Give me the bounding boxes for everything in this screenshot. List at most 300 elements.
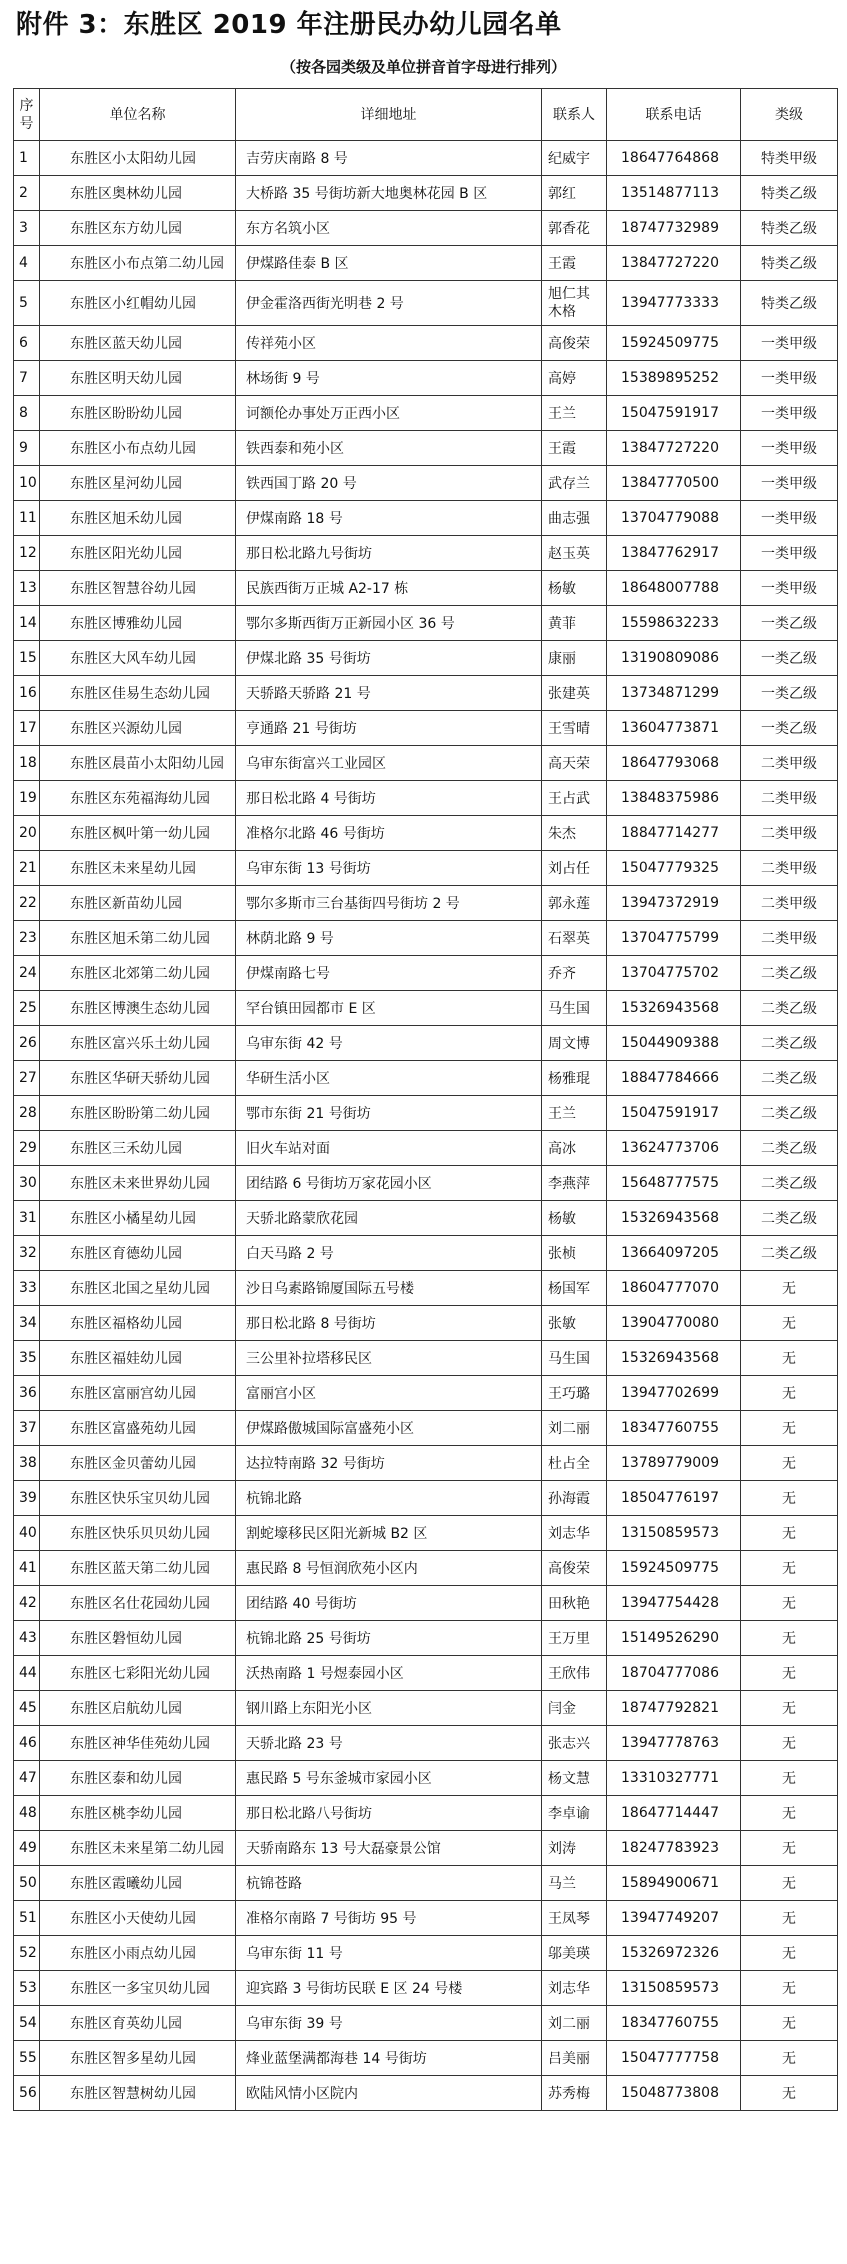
cell-no: 28 [14, 1096, 40, 1131]
cell-phone: 18847784666 [607, 1061, 741, 1096]
table-row [14, 781, 838, 816]
cell-phone: 15326943568 [607, 1341, 741, 1376]
cell-contact: 高俊荣 [542, 1551, 607, 1586]
cell-category: 特类乙级 [741, 211, 838, 246]
table-row [14, 641, 838, 676]
cell-no: 41 [14, 1551, 40, 1586]
cell-no: 42 [14, 1586, 40, 1621]
table-row [14, 1306, 838, 1341]
cell-no: 55 [14, 2041, 40, 2076]
table-row [14, 1796, 838, 1831]
cell-address: 沃热南路 1 号煜泰园小区 [236, 1656, 542, 1691]
cell-no: 14 [14, 606, 40, 641]
header-category: 类级 [741, 89, 838, 141]
cell-contact: 苏秀梅 [542, 2076, 607, 2111]
table-row [14, 1936, 838, 1971]
cell-address: 欧陆风情小区院内 [236, 2076, 542, 2111]
table-row [14, 1131, 838, 1166]
cell-category: 无 [741, 1271, 838, 1306]
cell-address: 惠民路 8 号恒润欣苑小区内 [236, 1551, 542, 1586]
cell-contact: 黄菲 [542, 606, 607, 641]
cell-name: 东胜区小天使幼儿园 [40, 1901, 236, 1936]
cell-contact: 张桢 [542, 1236, 607, 1271]
cell-contact: 石翠英 [542, 921, 607, 956]
cell-name: 东胜区盼盼幼儿园 [40, 396, 236, 431]
table-row [14, 1341, 838, 1376]
cell-address: 旧火车站对面 [236, 1131, 542, 1166]
cell-contact: 刘志华 [542, 1516, 607, 1551]
cell-category: 一类甲级 [741, 396, 838, 431]
cell-phone: 13310327771 [607, 1761, 741, 1796]
cell-no: 30 [14, 1166, 40, 1201]
cell-no: 13 [14, 571, 40, 606]
cell-address: 民族西街万正城 A2-17 栋 [236, 571, 542, 606]
cell-no: 51 [14, 1901, 40, 1936]
cell-name: 东胜区东方幼儿园 [40, 211, 236, 246]
cell-phone: 18704777086 [607, 1656, 741, 1691]
table-row [14, 2006, 838, 2041]
cell-name: 东胜区小太阳幼儿园 [40, 141, 236, 176]
cell-no: 40 [14, 1516, 40, 1551]
table-body [14, 141, 838, 2111]
cell-contact: 乔齐 [542, 956, 607, 991]
table-row [14, 606, 838, 641]
cell-category: 无 [741, 2041, 838, 2076]
cell-no: 5 [14, 281, 40, 326]
cell-address: 鄂尔多斯市三台基街四号街坊 2 号 [236, 886, 542, 921]
cell-address: 烽业蓝堡满都海巷 14 号街坊 [236, 2041, 542, 2076]
cell-no: 6 [14, 326, 40, 361]
cell-address: 天骄南路东 13 号大磊豪景公馆 [236, 1831, 542, 1866]
cell-contact: 张敏 [542, 1306, 607, 1341]
cell-contact: 杜占全 [542, 1446, 607, 1481]
cell-address: 罕台镇田园都市 E 区 [236, 991, 542, 1026]
cell-address: 杭锦北路 25 号街坊 [236, 1621, 542, 1656]
cell-no: 35 [14, 1341, 40, 1376]
cell-no: 53 [14, 1971, 40, 2006]
cell-phone: 15326943568 [607, 991, 741, 1026]
cell-address: 林荫北路 9 号 [236, 921, 542, 956]
cell-address: 天骄北路蒙欣花园 [236, 1201, 542, 1236]
cell-no: 54 [14, 2006, 40, 2041]
cell-address: 东方名筑小区 [236, 211, 542, 246]
cell-no: 22 [14, 886, 40, 921]
cell-phone: 15648777575 [607, 1166, 741, 1201]
cell-contact: 李燕萍 [542, 1166, 607, 1201]
table-row [14, 2041, 838, 2076]
cell-category: 二类乙级 [741, 1096, 838, 1131]
cell-address: 铁西泰和苑小区 [236, 431, 542, 466]
cell-category: 无 [741, 1726, 838, 1761]
cell-no: 31 [14, 1201, 40, 1236]
cell-no: 27 [14, 1061, 40, 1096]
cell-no: 26 [14, 1026, 40, 1061]
cell-no: 33 [14, 1271, 40, 1306]
cell-contact: 王欣伟 [542, 1656, 607, 1691]
cell-contact: 杨敏 [542, 1201, 607, 1236]
cell-phone: 13789779009 [607, 1446, 741, 1481]
cell-contact: 高俊荣 [542, 326, 607, 361]
cell-category: 特类甲级 [741, 141, 838, 176]
table-row [14, 1901, 838, 1936]
cell-address: 团结路 6 号街坊万家花园小区 [236, 1166, 542, 1201]
cell-category: 一类乙级 [741, 676, 838, 711]
cell-category: 二类甲级 [741, 851, 838, 886]
cell-category: 无 [741, 1796, 838, 1831]
cell-name: 东胜区富丽宫幼儿园 [40, 1376, 236, 1411]
cell-name: 东胜区一多宝贝幼儿园 [40, 1971, 236, 2006]
cell-name: 东胜区小布点第二幼儿园 [40, 246, 236, 281]
cell-address: 传祥苑小区 [236, 326, 542, 361]
cell-contact: 曲志强 [542, 501, 607, 536]
cell-contact: 朱杰 [542, 816, 607, 851]
cell-name: 东胜区名仕花园幼儿园 [40, 1586, 236, 1621]
cell-phone: 13947778763 [607, 1726, 741, 1761]
cell-no: 34 [14, 1306, 40, 1341]
cell-name: 东胜区蓝天幼儿园 [40, 326, 236, 361]
header-name: 单位名称 [40, 89, 236, 141]
cell-address: 华研生活小区 [236, 1061, 542, 1096]
cell-address: 富丽宫小区 [236, 1376, 542, 1411]
table-row [14, 991, 838, 1026]
cell-name: 东胜区富盛苑幼儿园 [40, 1411, 236, 1446]
table-row [14, 2076, 838, 2111]
cell-category: 二类甲级 [741, 746, 838, 781]
cell-address: 乌审东街 13 号街坊 [236, 851, 542, 886]
cell-address: 林场街 9 号 [236, 361, 542, 396]
cell-address: 沙日乌素路锦厦国际五号楼 [236, 1271, 542, 1306]
cell-category: 无 [741, 1621, 838, 1656]
cell-contact: 刘二丽 [542, 2006, 607, 2041]
cell-no: 4 [14, 246, 40, 281]
cell-no: 2 [14, 176, 40, 211]
cell-category: 无 [741, 1306, 838, 1341]
cell-contact: 杨敏 [542, 571, 607, 606]
cell-no: 38 [14, 1446, 40, 1481]
cell-name: 东胜区小布点幼儿园 [40, 431, 236, 466]
cell-contact: 旭仁其木格 [542, 281, 607, 326]
cell-address: 杭锦北路 [236, 1481, 542, 1516]
cell-phone: 18347760755 [607, 1411, 741, 1446]
cell-contact: 马生国 [542, 991, 607, 1026]
table-row [14, 1866, 838, 1901]
cell-phone: 13847762917 [607, 536, 741, 571]
cell-no: 23 [14, 921, 40, 956]
cell-contact: 刘涛 [542, 1831, 607, 1866]
cell-name: 东胜区东苑福海幼儿园 [40, 781, 236, 816]
cell-name: 东胜区智多星幼儿园 [40, 2041, 236, 2076]
header-no: 序号 [14, 89, 40, 141]
table-row [14, 676, 838, 711]
table-row [14, 1831, 838, 1866]
cell-contact: 王雪晴 [542, 711, 607, 746]
cell-name: 东胜区北郊第二幼儿园 [40, 956, 236, 991]
cell-contact: 高冰 [542, 1131, 607, 1166]
cell-name: 东胜区蓝天第二幼儿园 [40, 1551, 236, 1586]
cell-name: 东胜区泰和幼儿园 [40, 1761, 236, 1796]
cell-no: 3 [14, 211, 40, 246]
cell-category: 二类乙级 [741, 956, 838, 991]
table-row [14, 246, 838, 281]
cell-category: 无 [741, 1936, 838, 1971]
cell-address: 诃额伦办事处万正西小区 [236, 396, 542, 431]
cell-contact: 刘志华 [542, 1971, 607, 2006]
cell-category: 无 [741, 1866, 838, 1901]
cell-phone: 18247783923 [607, 1831, 741, 1866]
cell-name: 东胜区未来星幼儿园 [40, 851, 236, 886]
cell-category: 无 [741, 2076, 838, 2111]
cell-name: 东胜区明天幼儿园 [40, 361, 236, 396]
cell-address: 乌审东街富兴工业园区 [236, 746, 542, 781]
cell-address: 三公里补拉塔移民区 [236, 1341, 542, 1376]
cell-phone: 15924509775 [607, 1551, 741, 1586]
cell-phone: 13947372919 [607, 886, 741, 921]
cell-phone: 15326972326 [607, 1936, 741, 1971]
table-row [14, 816, 838, 851]
cell-phone: 18647764868 [607, 141, 741, 176]
cell-contact: 武存兰 [542, 466, 607, 501]
cell-phone: 13150859573 [607, 1971, 741, 2006]
cell-name: 东胜区奥林幼儿园 [40, 176, 236, 211]
table-row [14, 571, 838, 606]
table-header-row [14, 89, 838, 141]
cell-phone: 15389895252 [607, 361, 741, 396]
cell-contact: 王巧璐 [542, 1376, 607, 1411]
cell-phone: 13947754428 [607, 1586, 741, 1621]
table-row [14, 1411, 838, 1446]
cell-name: 东胜区盼盼第二幼儿园 [40, 1096, 236, 1131]
cell-address: 天骄路天骄路 21 号 [236, 676, 542, 711]
cell-name: 东胜区小雨点幼儿园 [40, 1936, 236, 1971]
cell-contact: 王兰 [542, 1096, 607, 1131]
cell-phone: 13847727220 [607, 246, 741, 281]
cell-contact: 王凤琴 [542, 1901, 607, 1936]
cell-no: 12 [14, 536, 40, 571]
table-row [14, 1691, 838, 1726]
cell-phone: 13904770080 [607, 1306, 741, 1341]
cell-no: 43 [14, 1621, 40, 1656]
cell-no: 50 [14, 1866, 40, 1901]
cell-no: 8 [14, 396, 40, 431]
table-row [14, 1516, 838, 1551]
cell-category: 一类甲级 [741, 431, 838, 466]
cell-contact: 郭红 [542, 176, 607, 211]
table-row [14, 886, 838, 921]
cell-address: 钢川路上东阳光小区 [236, 1691, 542, 1726]
document-subtitle: （按各园类级及单位拼音首字母进行排列） [280, 58, 566, 76]
cell-phone: 13947702699 [607, 1376, 741, 1411]
cell-category: 二类乙级 [741, 1201, 838, 1236]
cell-category: 无 [741, 1691, 838, 1726]
cell-phone: 15047779325 [607, 851, 741, 886]
cell-no: 48 [14, 1796, 40, 1831]
table-row [14, 921, 838, 956]
cell-address: 鄂尔多斯西街万正新园小区 36 号 [236, 606, 542, 641]
table-row [14, 326, 838, 361]
table-row [14, 1096, 838, 1131]
cell-category: 无 [741, 2006, 838, 2041]
cell-phone: 13704775702 [607, 956, 741, 991]
cell-no: 44 [14, 1656, 40, 1691]
cell-contact: 康丽 [542, 641, 607, 676]
header-phone: 联系电话 [607, 89, 741, 141]
cell-name: 东胜区佳易生态幼儿园 [40, 676, 236, 711]
cell-name: 东胜区新苗幼儿园 [40, 886, 236, 921]
cell-no: 19 [14, 781, 40, 816]
cell-no: 49 [14, 1831, 40, 1866]
cell-name: 东胜区福格幼儿园 [40, 1306, 236, 1341]
cell-name: 东胜区智慧树幼儿园 [40, 2076, 236, 2111]
cell-category: 二类乙级 [741, 1061, 838, 1096]
cell-category: 一类甲级 [741, 466, 838, 501]
cell-category: 一类甲级 [741, 501, 838, 536]
cell-name: 东胜区小橘星幼儿园 [40, 1201, 236, 1236]
cell-phone: 18747792821 [607, 1691, 741, 1726]
cell-name: 东胜区枫叶第一幼儿园 [40, 816, 236, 851]
cell-address: 伊煤南路 18 号 [236, 501, 542, 536]
cell-name: 东胜区旭禾幼儿园 [40, 501, 236, 536]
cell-phone: 13664097205 [607, 1236, 741, 1271]
cell-phone: 18647714447 [607, 1796, 741, 1831]
cell-phone: 15924509775 [607, 326, 741, 361]
cell-contact: 王霞 [542, 246, 607, 281]
table-row [14, 501, 838, 536]
cell-category: 二类乙级 [741, 1236, 838, 1271]
table-row [14, 1726, 838, 1761]
cell-no: 52 [14, 1936, 40, 1971]
table-row [14, 1481, 838, 1516]
cell-name: 东胜区未来星第二幼儿园 [40, 1831, 236, 1866]
cell-name: 东胜区大风车幼儿园 [40, 641, 236, 676]
cell-contact: 高天荣 [542, 746, 607, 781]
cell-address: 割蛇壕移民区阳光新城 B2 区 [236, 1516, 542, 1551]
cell-no: 36 [14, 1376, 40, 1411]
cell-phone: 13704775799 [607, 921, 741, 956]
cell-phone: 15044909388 [607, 1026, 741, 1061]
cell-phone: 15894900671 [607, 1866, 741, 1901]
cell-category: 一类甲级 [741, 571, 838, 606]
cell-category: 二类乙级 [741, 1131, 838, 1166]
cell-contact: 李卓谕 [542, 1796, 607, 1831]
cell-phone: 15326943568 [607, 1201, 741, 1236]
table-row [14, 141, 838, 176]
cell-contact: 高婷 [542, 361, 607, 396]
table-row [14, 1446, 838, 1481]
cell-no: 29 [14, 1131, 40, 1166]
header-contact: 联系人 [542, 89, 607, 141]
cell-phone: 15047591917 [607, 396, 741, 431]
cell-name: 东胜区快乐宝贝幼儿园 [40, 1481, 236, 1516]
cell-phone: 18504776197 [607, 1481, 741, 1516]
cell-contact: 纪威宇 [542, 141, 607, 176]
cell-name: 东胜区桃李幼儿园 [40, 1796, 236, 1831]
header-address: 详细地址 [236, 89, 542, 141]
cell-category: 无 [741, 1516, 838, 1551]
table-row [14, 466, 838, 501]
table-row [14, 211, 838, 246]
cell-name: 东胜区三禾幼儿园 [40, 1131, 236, 1166]
table-row [14, 1971, 838, 2006]
cell-phone: 18604777070 [607, 1271, 741, 1306]
cell-phone: 13847727220 [607, 431, 741, 466]
cell-name: 东胜区华研天骄幼儿园 [40, 1061, 236, 1096]
cell-address: 惠民路 5 号东釜城市家园小区 [236, 1761, 542, 1796]
table-row [14, 1166, 838, 1201]
cell-no: 56 [14, 2076, 40, 2111]
cell-name: 东胜区北国之星幼儿园 [40, 1271, 236, 1306]
table-row [14, 1201, 838, 1236]
cell-category: 二类甲级 [741, 781, 838, 816]
cell-phone: 15149526290 [607, 1621, 741, 1656]
cell-name: 东胜区阳光幼儿园 [40, 536, 236, 571]
cell-category: 一类甲级 [741, 361, 838, 396]
cell-address: 伊煤路傲城国际富盛苑小区 [236, 1411, 542, 1446]
table-row [14, 431, 838, 466]
cell-no: 10 [14, 466, 40, 501]
table-row [14, 1761, 838, 1796]
cell-name: 东胜区快乐贝贝幼儿园 [40, 1516, 236, 1551]
cell-address: 大桥路 35 号街坊新大地奥林花园 B 区 [236, 176, 542, 211]
cell-name: 东胜区霞曦幼儿园 [40, 1866, 236, 1901]
cell-contact: 王兰 [542, 396, 607, 431]
cell-contact: 马兰 [542, 1866, 607, 1901]
table-row [14, 1586, 838, 1621]
cell-category: 二类甲级 [741, 816, 838, 851]
cell-address: 迎宾路 3 号街坊民联 E 区 24 号楼 [236, 1971, 542, 2006]
cell-contact: 刘占任 [542, 851, 607, 886]
cell-no: 24 [14, 956, 40, 991]
cell-phone: 18347760755 [607, 2006, 741, 2041]
cell-category: 一类甲级 [741, 536, 838, 571]
cell-phone: 18747732989 [607, 211, 741, 246]
cell-name: 东胜区星河幼儿园 [40, 466, 236, 501]
cell-category: 无 [741, 1971, 838, 2006]
cell-phone: 13734871299 [607, 676, 741, 711]
table-row [14, 1551, 838, 1586]
cell-phone: 15048773808 [607, 2076, 741, 2111]
cell-category: 特类乙级 [741, 281, 838, 326]
cell-category: 一类甲级 [741, 326, 838, 361]
cell-category: 无 [741, 1551, 838, 1586]
cell-address: 鄂市东街 21 号街坊 [236, 1096, 542, 1131]
cell-name: 东胜区富兴乐土幼儿园 [40, 1026, 236, 1061]
cell-address: 那日松北路八号街坊 [236, 1796, 542, 1831]
cell-address: 达拉特南路 32 号街坊 [236, 1446, 542, 1481]
cell-address: 伊煤路佳泰 B 区 [236, 246, 542, 281]
cell-contact: 赵玉英 [542, 536, 607, 571]
cell-address: 伊煤南路七号 [236, 956, 542, 991]
table-row [14, 1271, 838, 1306]
cell-contact: 杨雅琨 [542, 1061, 607, 1096]
cell-address: 那日松北路 8 号街坊 [236, 1306, 542, 1341]
cell-category: 无 [741, 1411, 838, 1446]
table-row [14, 746, 838, 781]
cell-no: 7 [14, 361, 40, 396]
cell-no: 45 [14, 1691, 40, 1726]
cell-address: 天骄北路 23 号 [236, 1726, 542, 1761]
cell-category: 二类甲级 [741, 921, 838, 956]
kindergarten-roster-table [13, 88, 838, 2111]
cell-no: 25 [14, 991, 40, 1026]
cell-address: 团结路 40 号街坊 [236, 1586, 542, 1621]
cell-no: 47 [14, 1761, 40, 1796]
cell-contact: 王万里 [542, 1621, 607, 1656]
cell-name: 东胜区博澳生态幼儿园 [40, 991, 236, 1026]
table-row [14, 1026, 838, 1061]
table-row [14, 1061, 838, 1096]
cell-address: 那日松北路 4 号街坊 [236, 781, 542, 816]
cell-no: 21 [14, 851, 40, 886]
